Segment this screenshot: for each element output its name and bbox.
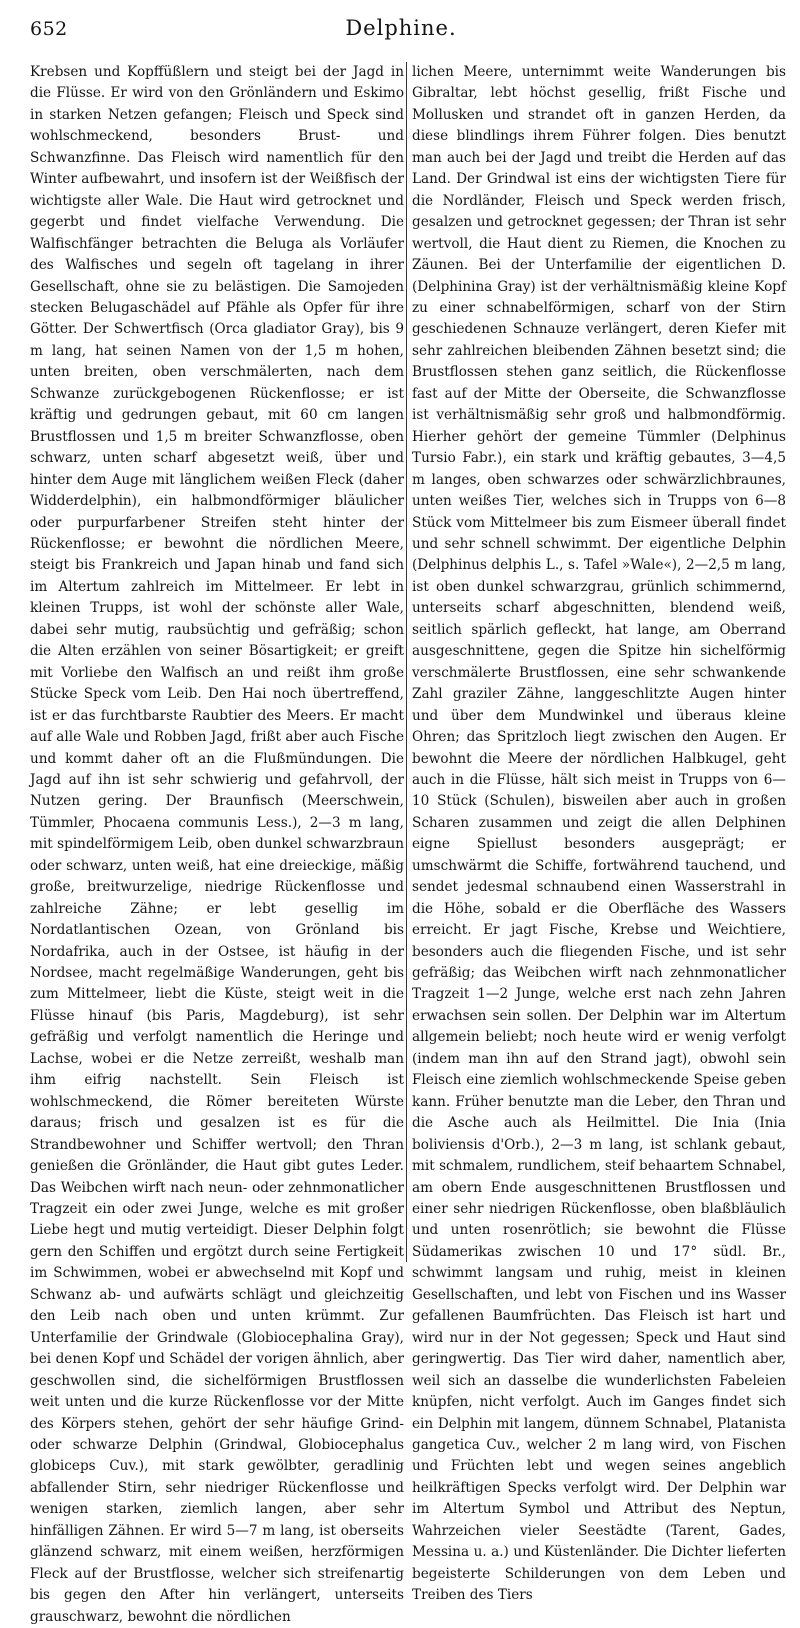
page-number: 652 — [30, 18, 68, 40]
left-column-text: Krebsen und Kopffüßlern und steigt bei der Jagd in die Flüsse. Er wird von den Grönländern und Eskimo in starken Netzen gefangen; Fleisch und Speck sind wohlschmeckend, besonders Brust- und Schwanzfinne. Das Fleisch wird namentlich für den Winter aufbewahrt, und insofern ist der Weißfisch der wichtigste aller Wale. Die Haut wird getrocknet und gegerbt und findet vielfache Verwendung. Die Walfischfänger betrachten die Beluga als Vorläufer des Walfisches und segeln oft tagelang in ihrer Gesellschaft, ohne sie zu belästigen. Die Samojeden stecken Belugaschädel auf Pfähle als Opfer für ihre Götter. Der Schwertfisch (Orca gladiator Gray), bis 9 m lang, hat seinen Namen von der 1,5 m hohen, unten breiten, oben verschmälerten, nach dem Schwanze zurückgebogenen Rückenflosse; er ist kräftig und gedrungen gebaut, mit 60 cm langen Brustflossen und 1,5 m breiter Schwanzflosse, oben schwarz, unten scharf abgesetzt weiß, über und hinter dem Auge mit länglichem weißen Fleck (daher Widderdelphin), ein halbmondförmiger bläulicher oder purpurfarbener Streifen steht hinter der Rückenflosse; er bewohnt die nördlichen Meere, steigt bis Frankreich und Japan hinab und fand sich im Altertum zahlreich im Mittelmeer. Er lebt in kleinen Trupps, ist wohl der schönste aller Wale, dabei sehr mutig, raubsüchtig und gefräßig; schon die Alten erzählen von seiner Bösartigkeit; er greift mit Vorliebe den Walfisch an und reißt ihm große Stücke Speck vom Leib. Den Hai noch übertreffend, ist er das furchtbarste Raubtier des Meers. Er macht auf alle Wale und Robben Jagd, frißt aber auch Fische und kommt daher oft an die Flußmündungen. Die Jagd auf ihn ist sehr schwierig und gefahrvoll, der Nutzen gering. Der Braunfisch (Meerschwein, Tümmler, Phocaena communis Less.), 2—3 m lang, mit spindelförmigem Leib, oben dunkel schwarzbraun oder schwarz, unten weiß, hat eine dreieckige, mäßig große, breitwurzelige, niedrige Rückenflosse und zahlreiche Zähne; er lebt gesellig im Nordatlantischen Ozean, von Grönland bis Nordafrika, auch in der Ostsee, ist häufig in der Nordsee, macht regelmäßige Wanderungen, geht bis zum Mittelmeer, liebt die Küste, steigt weit in die Flüsse hinauf (bis Paris, Magdeburg), ist sehr gefräßig und verfolgt namentlich die Heringe und Lachse, wobei er die Netze zerreißt, weshalb man ihm eifrig nachstellt. Sein Fleisch ist wohlschmeckend, die Römer bereiteten Würste daraus; frisch und gesalzen ist es für die Strandbewohner und Schiffer wertvoll; den Thran genießen die Grönländer, die Haut gibt gutes Leder. Das Weibchen wirft nach neun- oder zehnmonatlicher Tragzeit ein oder zwei Junge, welche es mit großer Liebe hegt und mutig verteidigt. Dieser Delphin folgt gern den Schiffen und ergötzt durch seine Fertigkeit im Schwimmen, wobei er abwechselnd mit Kopf und Schwanz ab- und aufwärts schlägt und gleichzeitig den Leib nach oben und unten krümmt. Zur Unterfamilie der Grindwale (Globiocephalina Gray), bei denen Kopf und Schädel der vorigen ähnlich, aber geschwollen sind, die sichelförmigen Brustflossen weit unten und die kurze Rückenflosse vor der Mitte des Körpers stehen, gehört der sehr häufige Grind- oder schwarze Delphin (Grindwal, Globiocephalus globiceps Cuv.), mit stark gewölbter, geradlinig abfallender Stirn, sehr niedriger Rückenflosse und wenigen starken, ziemlich langen, aber sehr hinfälligen Zähnen. Er wird 5—7 m lang, ist oberseits glänzend schwarz, mit einem weißen, herzförmigen Fleck auf der Brustflosse, welcher sich streifenartig bis gegen den After hin verlängert, unterseits grauschwarz, bewohnt die nördlichen — [30, 64, 404, 1625]
page-header — [30, 14, 772, 44]
running-head: Delphine. — [345, 16, 457, 40]
left-column — [30, 62, 404, 1625]
right-column-text: lichen Meere, unternimmt weite Wanderungen bis Gibraltar, lebt höchst gesellig, frißt Fische und Mollusken und strandet oft in ganzen Herden, da diese blindlings ihrem Führer folgen. Dies benutzt man auch bei der Jagd und treibt die Herden auf das Land. Der Grindwal ist eins der wichtigsten Tiere für die Nordländer, Fleisch und Speck werden frisch, gesalzen und getrocknet gegessen; der Thran ist sehr wertvoll, die Haut dient zu Riemen, die Knochen zu Zäunen. Bei der Unterfamilie der eigentlichen D. (Delphinina Gray) ist der verhältnismäßig kleine Kopf zu einer schnabelförmigen, scharf von der Stirn geschiedenen Schnauze verlängert, deren Kiefer mit sehr zahlreichen bleibenden Zähnen besetzt sind; die Brustflossen stehen ganz seitlich, die Rückenflosse fast auf der Mitte der Oberseite, die Schwanzflosse ist verhältnismäßig sehr groß und halbmondförmig. Hierher gehört der gemeine Tümmler (Delphinus Tursio Fabr.), ein stark und kräftig gebautes, 3—4,5 m langes, oben schwarzes oder schwärzlichbraunes, unten weißes Tier, welches sich in Trupps von 6—8 Stück vom Mittelmeer bis zum Eismeer überall findet und sehr schnell schwimmt. Der eigentliche Delphin (Delphinus delphis L., s. Tafel »Wale«), 2—2,5 m lang, ist oben dunkel schwarzgrau, grünlich schimmernd, unterseits scharf abgeschnitten, blendend weiß, seitlich spärlich gefleckt, hat lange, am Oberrand ausgeschnittene, gegen die Spitze hin sichelförmig verschmälerte Brustflossen, eine sehr schwankende Zahl graziler Zähne, langgeschlitzte Augen hinter und über dem Mundwinkel und überaus kleine Ohren; das Spritzloch liegt zwischen den Augen. Er bewohnt die Meere der nördlichen Halbkugel, geht auch in die Flüsse, hält sich meist in Trupps von 6—10 Stück (Schulen), bisweilen aber auch in großen Scharen zusammen und zeigt die allen Delphinen eigne Spiellust besonders ausgeprägt; er umschwärmt die Schiffe, fortwährend tauchend, und sendet jedesmal schnaubend einen Wasserstrahl in die Höhe, sobald er die Oberfläche des Wassers erreicht. Er jagt Fische, Krebse und Weichtiere, besonders auch die fliegenden Fische, und ist sehr gefräßig; das Weibchen wirft nach zehnmonatlicher Tragzeit 1—2 Junge, welche erst nach zehn Jahren erwachsen sein sollen. Der Delphin war im Altertum allgemein beliebt; noch heute wird er wenig verfolgt (indem man ihn auf den Strand jagt), obwohl sein Fleisch eine ziemlich wohlschmeckende Speise geben kann. Früher benutzte man die Leber, den Thran und die Asche auch als Heilmittel. Die Inia (Inia boliviensis d'Orb.), 2—3 m lang, ist schlank gebaut, mit schmalem, rundlichem, steif behaartem Schnabel, am obern Ende ausgeschnittenen Brustflossen und einer sehr niedrigen Rückenflosse, oben blaßbläulich und unten rosenrötlich; sie bewohnt die Flüsse Südamerikas zwischen 10 und 17° südl. Br., schwimmt langsam und ruhig, meist in kleinen Gesellschaften, und lebt von Fischen und ins Wasser gefallenen Baumfrüchten. Das Fleisch ist hart und wird nur in der Not gegessen; Speck und Haut sind geringwertig. Das Tier wird daher, namentlich aber, weil sich an dasselbe die wunderlichsten Fabeleien knüpfen, nicht verfolgt. Auch im Ganges findet sich ein Delphin mit langem, dünnem Schnabel, Platanista gangetica Cuv., welcher 2 m lang wird, von Fischen und Früchten lebt und wegen seines angeblich heilkräftigen Specks verfolgt wird. Der Delphin war im Altertum Symbol und Attribut des Neptun, Wahrzeichen vieler Seestädte (Tarent, Gades, Messina u. a.) und Küstenländer. Die Dichter lieferten begeisterte Schilderungen von dem Leben und Treiben des Tiers — [412, 64, 786, 1604]
column-divider — [406, 62, 407, 1262]
right-column — [412, 62, 786, 1604]
